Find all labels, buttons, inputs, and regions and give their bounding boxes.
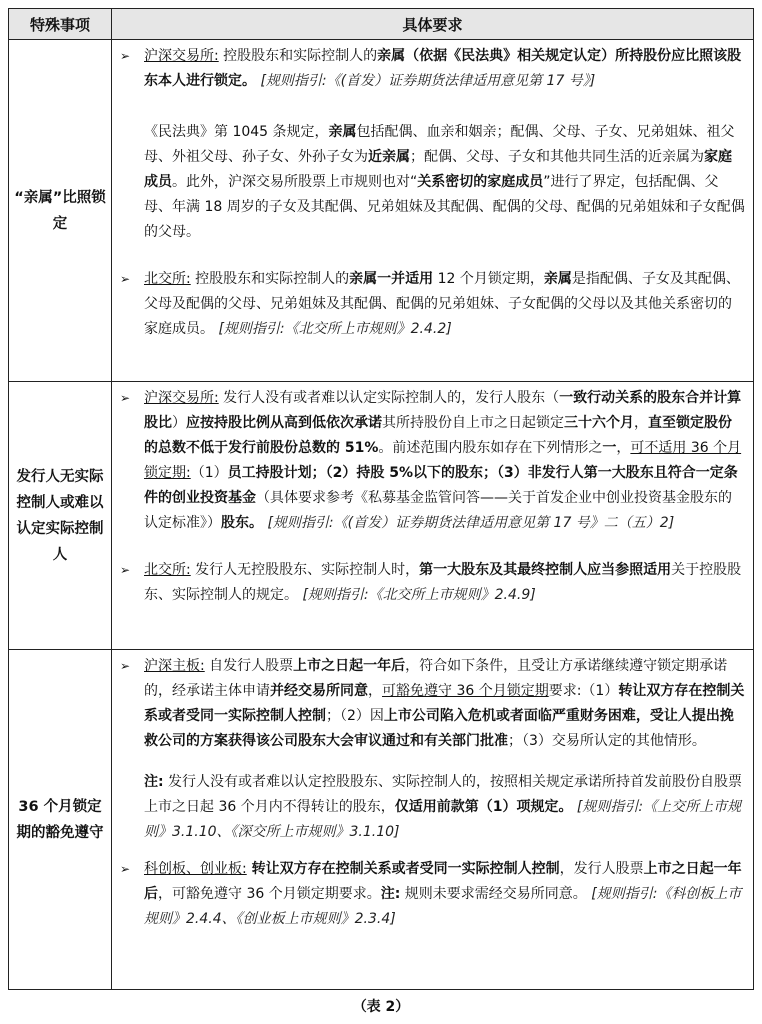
arrow-bullet-icon: ➢ — [120, 862, 131, 876]
list-item — [120, 857, 745, 932]
bold-text: 上市之日起一年后 — [144, 861, 742, 902]
row-label-relatives: “亲属”比照锁定 — [9, 40, 112, 382]
arrow-bullet-icon: ➢ — [120, 272, 131, 286]
text: 控股股东和实际控制人的 — [190, 271, 350, 287]
spacer — [120, 94, 745, 116]
list-item — [120, 44, 745, 94]
table-header-row — [9, 9, 754, 40]
text: 12 个月锁定期， — [433, 271, 544, 287]
text: ， — [634, 415, 648, 431]
text: 要求:（1） — [548, 683, 619, 699]
bold-text: 转让双方存在控制关系或者受同一实际控制人控制 — [144, 683, 745, 724]
bold-text: 关系密切的家庭成员 — [417, 174, 544, 190]
row-content-exemption — [112, 650, 754, 990]
underlined-text: 可豁免遵守 36 个月锁定期 — [382, 683, 549, 699]
bold-text: 一致行动关系的股东合并计算股比 — [144, 390, 742, 431]
text: 。前述范围内股东如存在下列情形之 — [378, 440, 603, 456]
list-item — [120, 267, 745, 342]
text: 发行人没有或者难以认定控股股东、实际控制人的，按照相关规定承诺所持首发前股份自股票上市之日起 36 个月内不得转让的股东， — [144, 774, 743, 815]
bold-text: 并经交易所同意 — [270, 683, 368, 699]
arrow-bullet-icon: ➢ — [120, 563, 131, 577]
text: 其所持股份自上市之日起锁定 — [382, 415, 564, 431]
rule-citation: [规则指引:《(首发）证券期货法律适用意见第 17 号》二（五）2] — [263, 515, 675, 531]
exchange-label: 沪深交易所: — [144, 48, 219, 64]
text: 关于控股股东、实际控制人的规定。 — [144, 562, 742, 603]
table-row — [9, 382, 754, 650]
text: （1） — [190, 465, 228, 481]
text: 是指配偶、子女及其配偶、父母及配偶的父母、兄弟姐妹及其配偶、配偶的兄弟姐妹、子女配偶的父母以及其他关系密切的家庭成员。 — [144, 271, 740, 337]
bold-text: 近亲属 — [368, 149, 410, 165]
bold-text: 三十六个月 — [564, 415, 634, 431]
bold-text: 转让双方存在控制关系或者受同一实际控制人控制 — [246, 861, 560, 877]
note-label: 注: — [144, 774, 164, 790]
list-item — [120, 386, 745, 536]
table-row — [9, 650, 754, 990]
bold-text: 第一大股东及其最终控制人应当参照适用 — [419, 562, 672, 578]
rule-citation: [规则指引:《科创板上市规则》2.4.4、《创业板上市规则》2.3.4] — [144, 886, 742, 927]
spacer — [120, 245, 745, 267]
bold-text: 亲属（依据《民法典》相关规定认定）所持股份应比照该股东本人进行锁定。 — [144, 48, 742, 89]
lockup-requirements-table — [8, 8, 754, 990]
exchange-label: 北交所: — [144, 562, 191, 578]
paragraph-civil-code — [120, 120, 745, 245]
text: ；配偶、父母、子女和其他共同生活的近亲属为 — [410, 149, 704, 165]
rule-citation: [规则指引:《(首发）证券期货法律适用意见第 17 号》] — [256, 73, 596, 89]
bold-text: 上市公司陷入危机或者面临严重财务困难，受让人提出挽救公司的方案获得该公司股东大会审议通过和有关部门批准 — [144, 708, 734, 749]
note-label: 注: — [380, 886, 401, 902]
rule-citation: [规则指引:《北交所上市规则》2.4.9] — [298, 587, 536, 603]
text: ；（3）交易所认定的其他情形。 — [508, 733, 706, 749]
bold-text: 应按持股比例从高到低依次承诺 — [186, 415, 382, 431]
spacer — [120, 845, 745, 857]
arrow-bullet-icon: ➢ — [120, 659, 131, 673]
text: ， — [616, 440, 631, 456]
exchange-label: 沪深交易所: — [144, 390, 219, 406]
text: 自发行人股票 — [204, 658, 294, 674]
bold-text: 一 — [602, 440, 617, 456]
text: 发行人无控股股东、实际控制人时， — [190, 562, 420, 578]
exchange-label: 沪深主板: — [144, 658, 205, 674]
list-item — [120, 654, 745, 754]
bold-text: 员工持股计划；（2）持股 5%以下的股东；（3）非发行人第一大股东且符合一定条件的创业投资基金 — [144, 465, 738, 506]
bold-text: 家庭成员 — [144, 149, 732, 190]
bold-text: 直至锁定股份的总数不低于发行前股份总数的 51% — [144, 415, 732, 456]
text: ， — [368, 683, 382, 699]
text: 。此外，沪深交易所股票上市规则也对“ — [172, 174, 418, 190]
rule-citation: [规则指引:《北交所上市规则》2.4.2] — [214, 321, 452, 337]
table-row — [9, 40, 754, 382]
bold-text: 亲属 — [543, 271, 572, 287]
arrow-bullet-icon: ➢ — [120, 391, 131, 405]
text: （具体要求参考《私募基金监管问答——关于首发企业中创业投资基金股东的认定标准》） — [144, 490, 732, 531]
underlined-text: 可不适用 36 个月锁定期: — [144, 440, 742, 481]
row-content-no-controller — [112, 382, 754, 650]
arrow-bullet-icon: ➢ — [120, 49, 131, 63]
bold-text: 上市之日起一年后 — [293, 658, 406, 674]
bold-text: 股东。 — [221, 515, 263, 531]
exchange-label: 北交所: — [144, 271, 191, 287]
text: ，可豁免遵守 36 个月锁定期要求。 — [158, 886, 381, 902]
text: 发行人没有或者难以认定实际控制人的，发行人股东（ — [218, 390, 560, 406]
bold-text: 仅适用前款第（1）项规定。 — [394, 799, 573, 815]
text: 包括配偶、血亲和姻亲；配偶、父母、子女、兄弟姐妹、祖父母、外祖父母、孙子女、外孙子女为 — [144, 124, 735, 165]
table-caption: （表 2） — [352, 999, 410, 1015]
spacer — [120, 536, 745, 558]
paragraph-note — [120, 770, 745, 845]
row-content-relatives — [112, 40, 754, 382]
exchange-label: 科创板、创业板: — [144, 861, 247, 877]
text: ） — [172, 415, 186, 431]
text: 《民法典》第 1045 条规定， — [144, 124, 329, 140]
text: ”进行了界定，包括配偶、父母、年满 18 周岁的子女及其配偶、兄弟姐妹及其配偶、配偶的父母、配偶的兄弟姐妹和子女配偶的父母。 — [144, 174, 745, 240]
row-label-exemption: 36 个月锁定期的豁免遵守 — [9, 650, 112, 990]
row-label-no-controller: 发行人无实际控制人或难以认定实际控制人 — [9, 382, 112, 650]
text: ；（2）因 — [326, 708, 384, 724]
list-item — [120, 558, 745, 608]
rule-citation: [规则指引:《上交所上市规则》3.1.10、《深交所上市规则》3.1.10] — [144, 799, 742, 840]
bold-text: 亲属 — [328, 124, 357, 140]
text: 规则未要求需经交易所同意。 — [400, 886, 587, 902]
header-specific-requirements: 具体要求 — [112, 9, 754, 40]
header-special-matters: 特殊事项 — [9, 9, 112, 40]
text: ，符合如下条件，且受让方承诺继续遵守锁定期承诺的，经承诺主体申请 — [144, 658, 728, 699]
text: ，发行人股票 — [559, 861, 644, 877]
text: 控股股东和实际控制人的 — [218, 48, 378, 64]
bold-text: 亲属一并适用 — [349, 271, 434, 287]
spacer — [120, 754, 745, 766]
